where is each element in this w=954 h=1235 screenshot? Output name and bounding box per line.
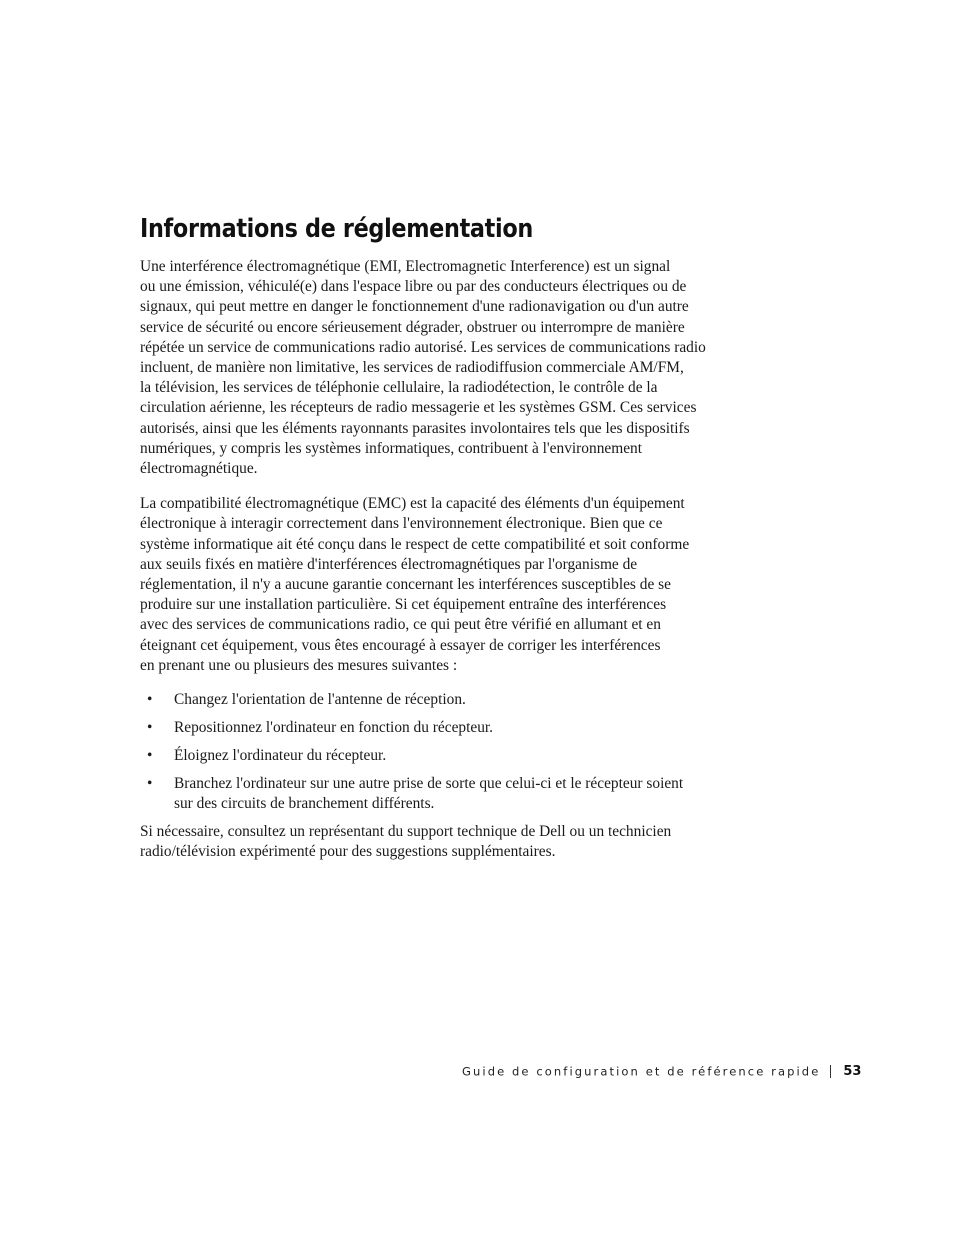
- text-line: la télévision, les services de téléphonie cellulaire, la radiodétection, le contrôle de la: [140, 379, 658, 397]
- text-line: autorisés, ainsi que les éléments rayonnants parasites involontaires tels que les dispositifs: [140, 419, 690, 437]
- list-item-text: Repositionnez l'ordinateur en fonction du récepteur.: [174, 719, 494, 737]
- measures-list: [140, 690, 740, 814]
- text-line: signaux, qui peut mettre en danger le fonctionnement d'une radionavigation ou d'un autre: [140, 298, 689, 316]
- text-line: Une interférence électromagnétique (EMI, Electromagnetic Interference) est un signal: [140, 258, 671, 275]
- page-number: 53: [843, 1063, 862, 1079]
- list-item: [140, 774, 740, 814]
- list-item-text: Changez l'orientation de l'antenne de réception.: [174, 691, 466, 709]
- text-line: incluent, de manière non limitative, les services de radiodiffusion commerciale AM/FM,: [140, 359, 684, 377]
- paragraph-contact: [140, 822, 740, 862]
- page-title: Informations de réglementation: [140, 214, 533, 244]
- list-item: [140, 746, 740, 766]
- text-line: système informatique ait été conçu dans le respect de cette compatibilité et soit conforme: [140, 535, 690, 553]
- text-line: réglementation, il n'y a aucune garantie concernant les interférences susceptibles de se: [140, 576, 671, 594]
- list-item-text: Éloignez l'ordinateur du récepteur.: [174, 747, 387, 765]
- text-line: service de sécurité ou encore sérieusement dégrader, obstruer ou interrompre de manière: [140, 318, 685, 336]
- page-content: [140, 257, 740, 863]
- text-line: électromagnétique.: [140, 460, 258, 478]
- text-line: électronique à interagir correctement dans l'environnement électronique. Bien que ce: [140, 515, 663, 533]
- text-line: répétée un service de communications radio autorisé. Les services de communications radio: [140, 338, 706, 356]
- text-line: circulation aérienne, les récepteurs de radio messagerie et les systèmes GSM. Ces services: [140, 399, 697, 417]
- text-line: aux seuils fixés en matière d'interférences électromagnétiques par l'organisme de: [140, 555, 638, 573]
- page-footer: [462, 1062, 862, 1080]
- list-item: [140, 718, 740, 738]
- text-line: radio/télévision expérimenté pour des suggestions supplémentaires.: [140, 843, 556, 861]
- footer-guide-title: Guide de configuration et de référence rapide: [462, 1064, 821, 1079]
- list-item-text: Branchez l'ordinateur sur une autre prise de sorte que celui-ci et le récepteur soient: [174, 775, 684, 793]
- footer-separator: [830, 1065, 831, 1078]
- bullet-icon: •: [147, 775, 153, 793]
- bullet-icon: •: [147, 691, 153, 709]
- text-line: en prenant une ou plusieurs des mesures suivantes :: [140, 656, 458, 674]
- text-line: La compatibilité électromagnétique (EMC) est la capacité des éléments d'un équipement: [140, 495, 685, 513]
- paragraph-emc: [140, 494, 740, 676]
- text-line: produire sur une installation particulière. Si cet équipement entraîne des interférences: [140, 596, 667, 614]
- list-item: [140, 690, 740, 710]
- text-line: éteignant cet équipement, vous êtes encouragé à essayer de corriger les interférences: [140, 636, 661, 654]
- paragraph-emi: [140, 257, 740, 479]
- text-line: numériques, y compris les systèmes informatiques, contribuent à l'environnement: [140, 439, 642, 457]
- text-line: Si nécessaire, consultez un représentant du support technique de Dell ou un technicien: [140, 823, 672, 841]
- text-line: ou une émission, véhiculé(e) dans l'espace libre ou par des conducteurs électriques ou de: [140, 278, 687, 296]
- bullet-icon: •: [147, 747, 153, 765]
- list-item-text: sur des circuits de branchement différents.: [174, 795, 435, 813]
- text-line: avec des services de communications radio, ce qui peut être vérifié en allumant et en: [140, 616, 661, 634]
- bullet-icon: •: [147, 719, 153, 737]
